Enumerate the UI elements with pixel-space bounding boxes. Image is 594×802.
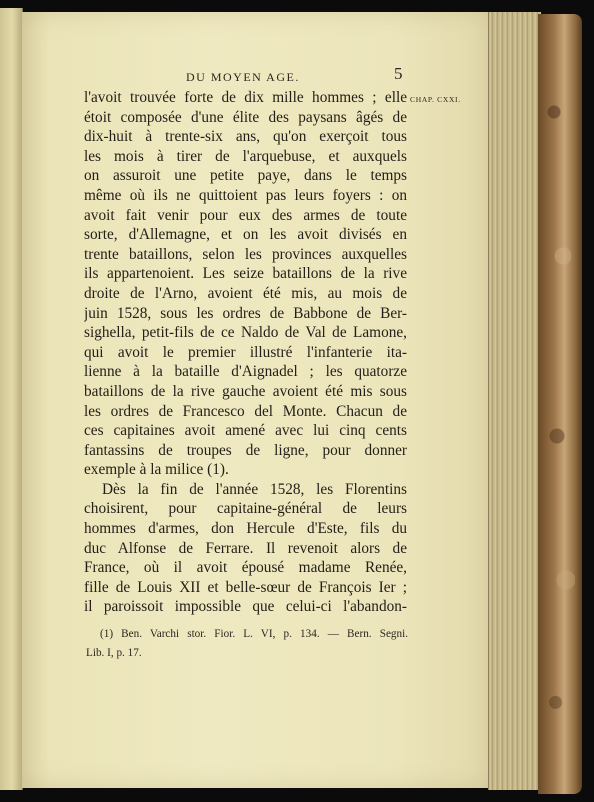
text-line: on assuroit une petite paye, dans le temps	[84, 167, 407, 185]
text-line: étoit composée d'une élite des paysans âgés de	[84, 108, 407, 126]
footnotes	[86, 625, 408, 663]
text-line: ils appartenoient. Les seize bataillons de la rive	[84, 265, 407, 283]
text-line: ces capitaines avoit amené avec lui cinq cents	[84, 422, 407, 440]
text-line: droite de l'Arno, avoient été mis, au mois de	[84, 284, 407, 302]
text-line: juin 1528, sous les ordres de Babbone de Ber-	[84, 304, 407, 322]
text-line: sorte, d'Allemagne, et on les avoit divisés en	[84, 226, 407, 244]
text-line: trente bataillons, selon les provinces auxquelles	[84, 245, 407, 263]
text-line: dix-huit à trente-six ans, qu'on exerçoit tous	[84, 128, 407, 146]
facing-page-edge	[0, 8, 23, 790]
page-edges-stack	[488, 12, 541, 790]
text-line: lienne à la bataille d'Aignadel ; les quatorze	[84, 363, 407, 381]
text-line: sighella, petit-fils de ce Naldo de Val de Lamone,	[84, 324, 407, 342]
text-line: l'avoit trouvée forte de dix mille hommes ; elle	[84, 89, 407, 106]
cover-texture	[545, 40, 575, 760]
text-line: duc Alfonse de Ferrare. Il revenoit alors de	[84, 539, 407, 557]
text-line: il paroissoit impossible que celui-ci l'abandon-	[84, 598, 407, 616]
text-line: qui avoit le premier illustré l'infanterie ita-	[84, 343, 407, 361]
text-line: même où ils ne quittoient pas leurs foyers : on	[84, 186, 407, 204]
body-text	[84, 88, 407, 617]
text-line: Dès la fin de l'année 1528, les Florentins	[102, 480, 407, 498]
text-line: hommes d'armes, don Hercule d'Este, fils du	[84, 520, 407, 538]
text-line: fantassins de troupes de ligne, pour donner	[84, 441, 407, 459]
text-line: bataillons de la rive gauche avoient été mis sous	[84, 382, 407, 400]
text-line: France, où il avoit épousé madame Renée,	[84, 559, 407, 577]
text-line: les mois à tirer de l'arquebuse, et auxquels	[84, 147, 407, 165]
text-line: fille de Louis XII et belle-sœur de François Ier ;	[84, 578, 407, 596]
running-head: DU MOYEN AGE.	[186, 70, 300, 84]
page-number: 5	[394, 64, 403, 83]
footnote-line: (1) Ben. Varchi stor. Fior. L. VI, p. 134. — Bern. Segni.	[100, 628, 408, 640]
text-line: les ordres de Francesco del Monte. Chacun de	[84, 402, 407, 420]
text-line: exemple à la milice (1).	[84, 461, 229, 479]
footnote-line: Lib. I, p. 17.	[86, 647, 142, 659]
chapter-margin-note: CHAP. CXXI.	[410, 95, 461, 104]
text-line: avoit fait venir pour eux des armes de toute	[84, 206, 407, 224]
text-line: choisirent, pour capitaine-général de leurs	[84, 500, 407, 518]
